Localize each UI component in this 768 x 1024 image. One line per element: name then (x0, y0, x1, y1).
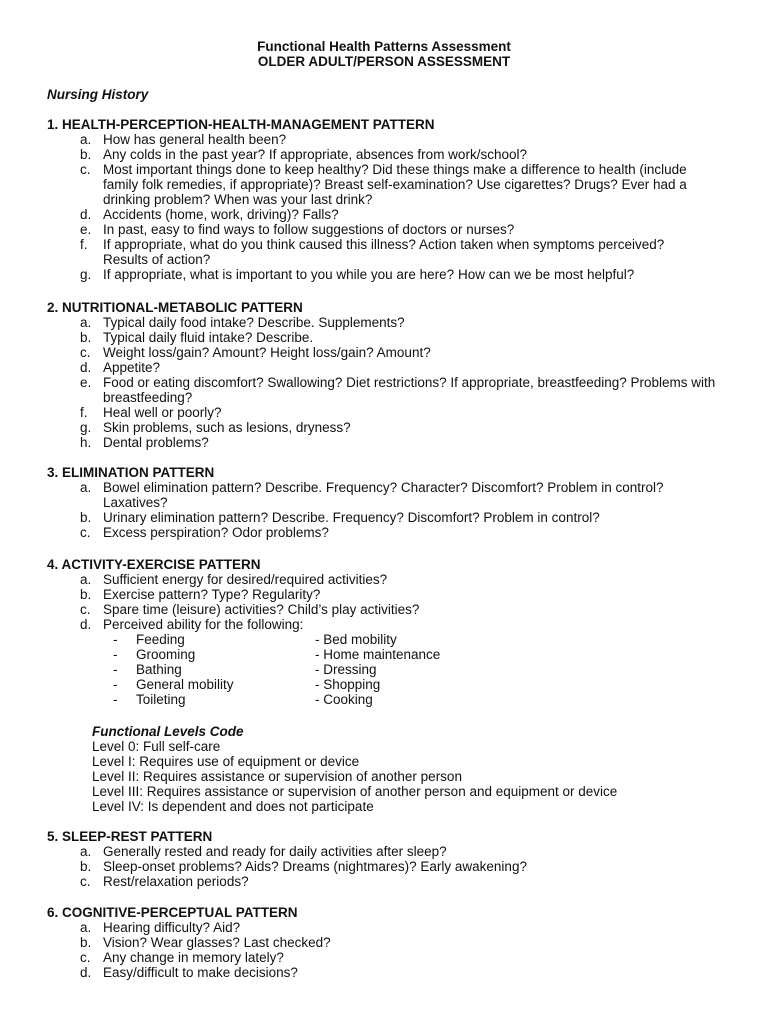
level-item: Level 0: Full self-care (92, 739, 221, 754)
list-item: d. Appetite? (80, 360, 161, 375)
functional-levels-heading: Functional Levels Code (92, 724, 244, 739)
list-item: a. Hearing difficulty? Aid? (80, 920, 241, 935)
section-cognitive-perceptual (47, 905, 737, 980)
list-item: a. How has general health been? (80, 132, 287, 147)
list-item: g. If appropriate, what is important to you while you are here? How can we be most helpful? (80, 267, 635, 282)
list-item: b. Vision? Wear glasses? Last checked? (80, 935, 331, 950)
list-item: f. If appropriate, what do you think caused this illness? Action taken when symptoms perceived? Results of action? (80, 237, 665, 267)
list-item: d. Accidents (home, work, driving)? Falls? (80, 207, 339, 222)
list-item: b. Urinary elimination pattern? Describe. Frequency? Discomfort? Problem in control? (80, 510, 600, 525)
section-heading: 4. ACTIVITY-EXERCISE PATTERN (47, 557, 261, 572)
ability-row: - Grooming - Home maintenance (113, 647, 441, 662)
list-item: f. Heal well or poorly? (80, 405, 222, 420)
list-item: b. Typical daily fluid intake? Describe. (80, 330, 314, 345)
ability-row: - General mobility - Shopping (113, 677, 381, 692)
list-item: e. Food or eating discomfort? Swallowing? Diet restrictions? If appropriate, breastfeeding? Problems with breastfeeding? (80, 375, 716, 405)
document-subtitle: OLDER ADULT/PERSON ASSESSMENT (257, 54, 511, 69)
section-health-perception (47, 117, 737, 282)
list-item: a. Sufficient energy for desired/required activities? (80, 572, 388, 587)
list-item: c. Excess perspiration? Odor problems? (80, 525, 329, 540)
list-item: c. Any change in memory lately? (80, 950, 284, 965)
document-title: Functional Health Patterns Assessment (257, 39, 511, 54)
section-heading: 6. COGNITIVE-PERCEPTUAL PATTERN (47, 905, 298, 920)
list-item: a. Bowel elimination pattern? Describe. Frequency? Character? Discomfort? Problem in control? Laxatives? (80, 480, 664, 510)
list-item: d. Easy/difficult to make decisions? (80, 965, 298, 980)
list-item: c. Rest/relaxation periods? (80, 874, 249, 889)
level-item: Level III: Requires assistance or supervision of another person and equipment or device (92, 784, 618, 799)
ability-row: - Feeding - Bed mobility (113, 632, 397, 647)
section-activity-exercise (47, 557, 737, 707)
functional-levels-code (92, 724, 617, 814)
list-item: h. Dental problems? (80, 435, 209, 450)
level-item: Level II: Requires assistance or supervision of another person (92, 769, 462, 784)
ability-row: - Bathing - Dressing (113, 662, 377, 677)
list-item: b. Sleep-onset problems? Aids? Dreams (nightmares)? Early awakening? (80, 859, 527, 874)
section-nutritional (47, 300, 737, 450)
level-item: Level I: Requires use of equipment or device (92, 754, 360, 769)
list-item: a. Typical daily food intake? Describe. Supplements? (80, 315, 405, 330)
list-item: c. Weight loss/gain? Amount? Height loss/gain? Amount? (80, 345, 431, 360)
section-heading: 5. SLEEP-REST PATTERN (47, 829, 213, 844)
ability-row: - Toileting - Cooking (113, 692, 373, 707)
section-heading: 1. HEALTH-PERCEPTION-HEALTH-MANAGEMENT PATTERN (47, 117, 435, 132)
section-sleep-rest (47, 829, 737, 889)
list-item: e. In past, easy to find ways to follow suggestions of doctors or nurses? (80, 222, 515, 237)
level-item: Level IV: Is dependent and does not participate (92, 799, 374, 814)
list-item: b. Any colds in the past year? If appropriate, absences from work/school? (80, 147, 527, 162)
section-elimination (47, 465, 737, 540)
list-item: g. Skin problems, such as lesions, dryness? (80, 420, 351, 435)
section-heading: 3. ELIMINATION PATTERN (47, 465, 215, 480)
section-heading: 2. NUTRITIONAL-METABOLIC PATTERN (47, 300, 303, 315)
list-item: c. Spare time (leisure) activities? Child’s play activities? (80, 602, 420, 617)
nursing-history-heading: Nursing History (47, 87, 149, 102)
list-item: d. Perceived ability for the following: (80, 617, 304, 632)
list-item: c. Most important things done to keep healthy? Did these things make a difference to health (include family folk remedies, if appropriate)? Breast self-examination? Use cigarettes? Drugs? Ever had a drinking problem? When was your last drink? (80, 162, 687, 207)
list-item: a. Generally rested and ready for daily activities after sleep? (80, 844, 447, 859)
list-item: b. Exercise pattern? Type? Regularity? (80, 587, 321, 602)
